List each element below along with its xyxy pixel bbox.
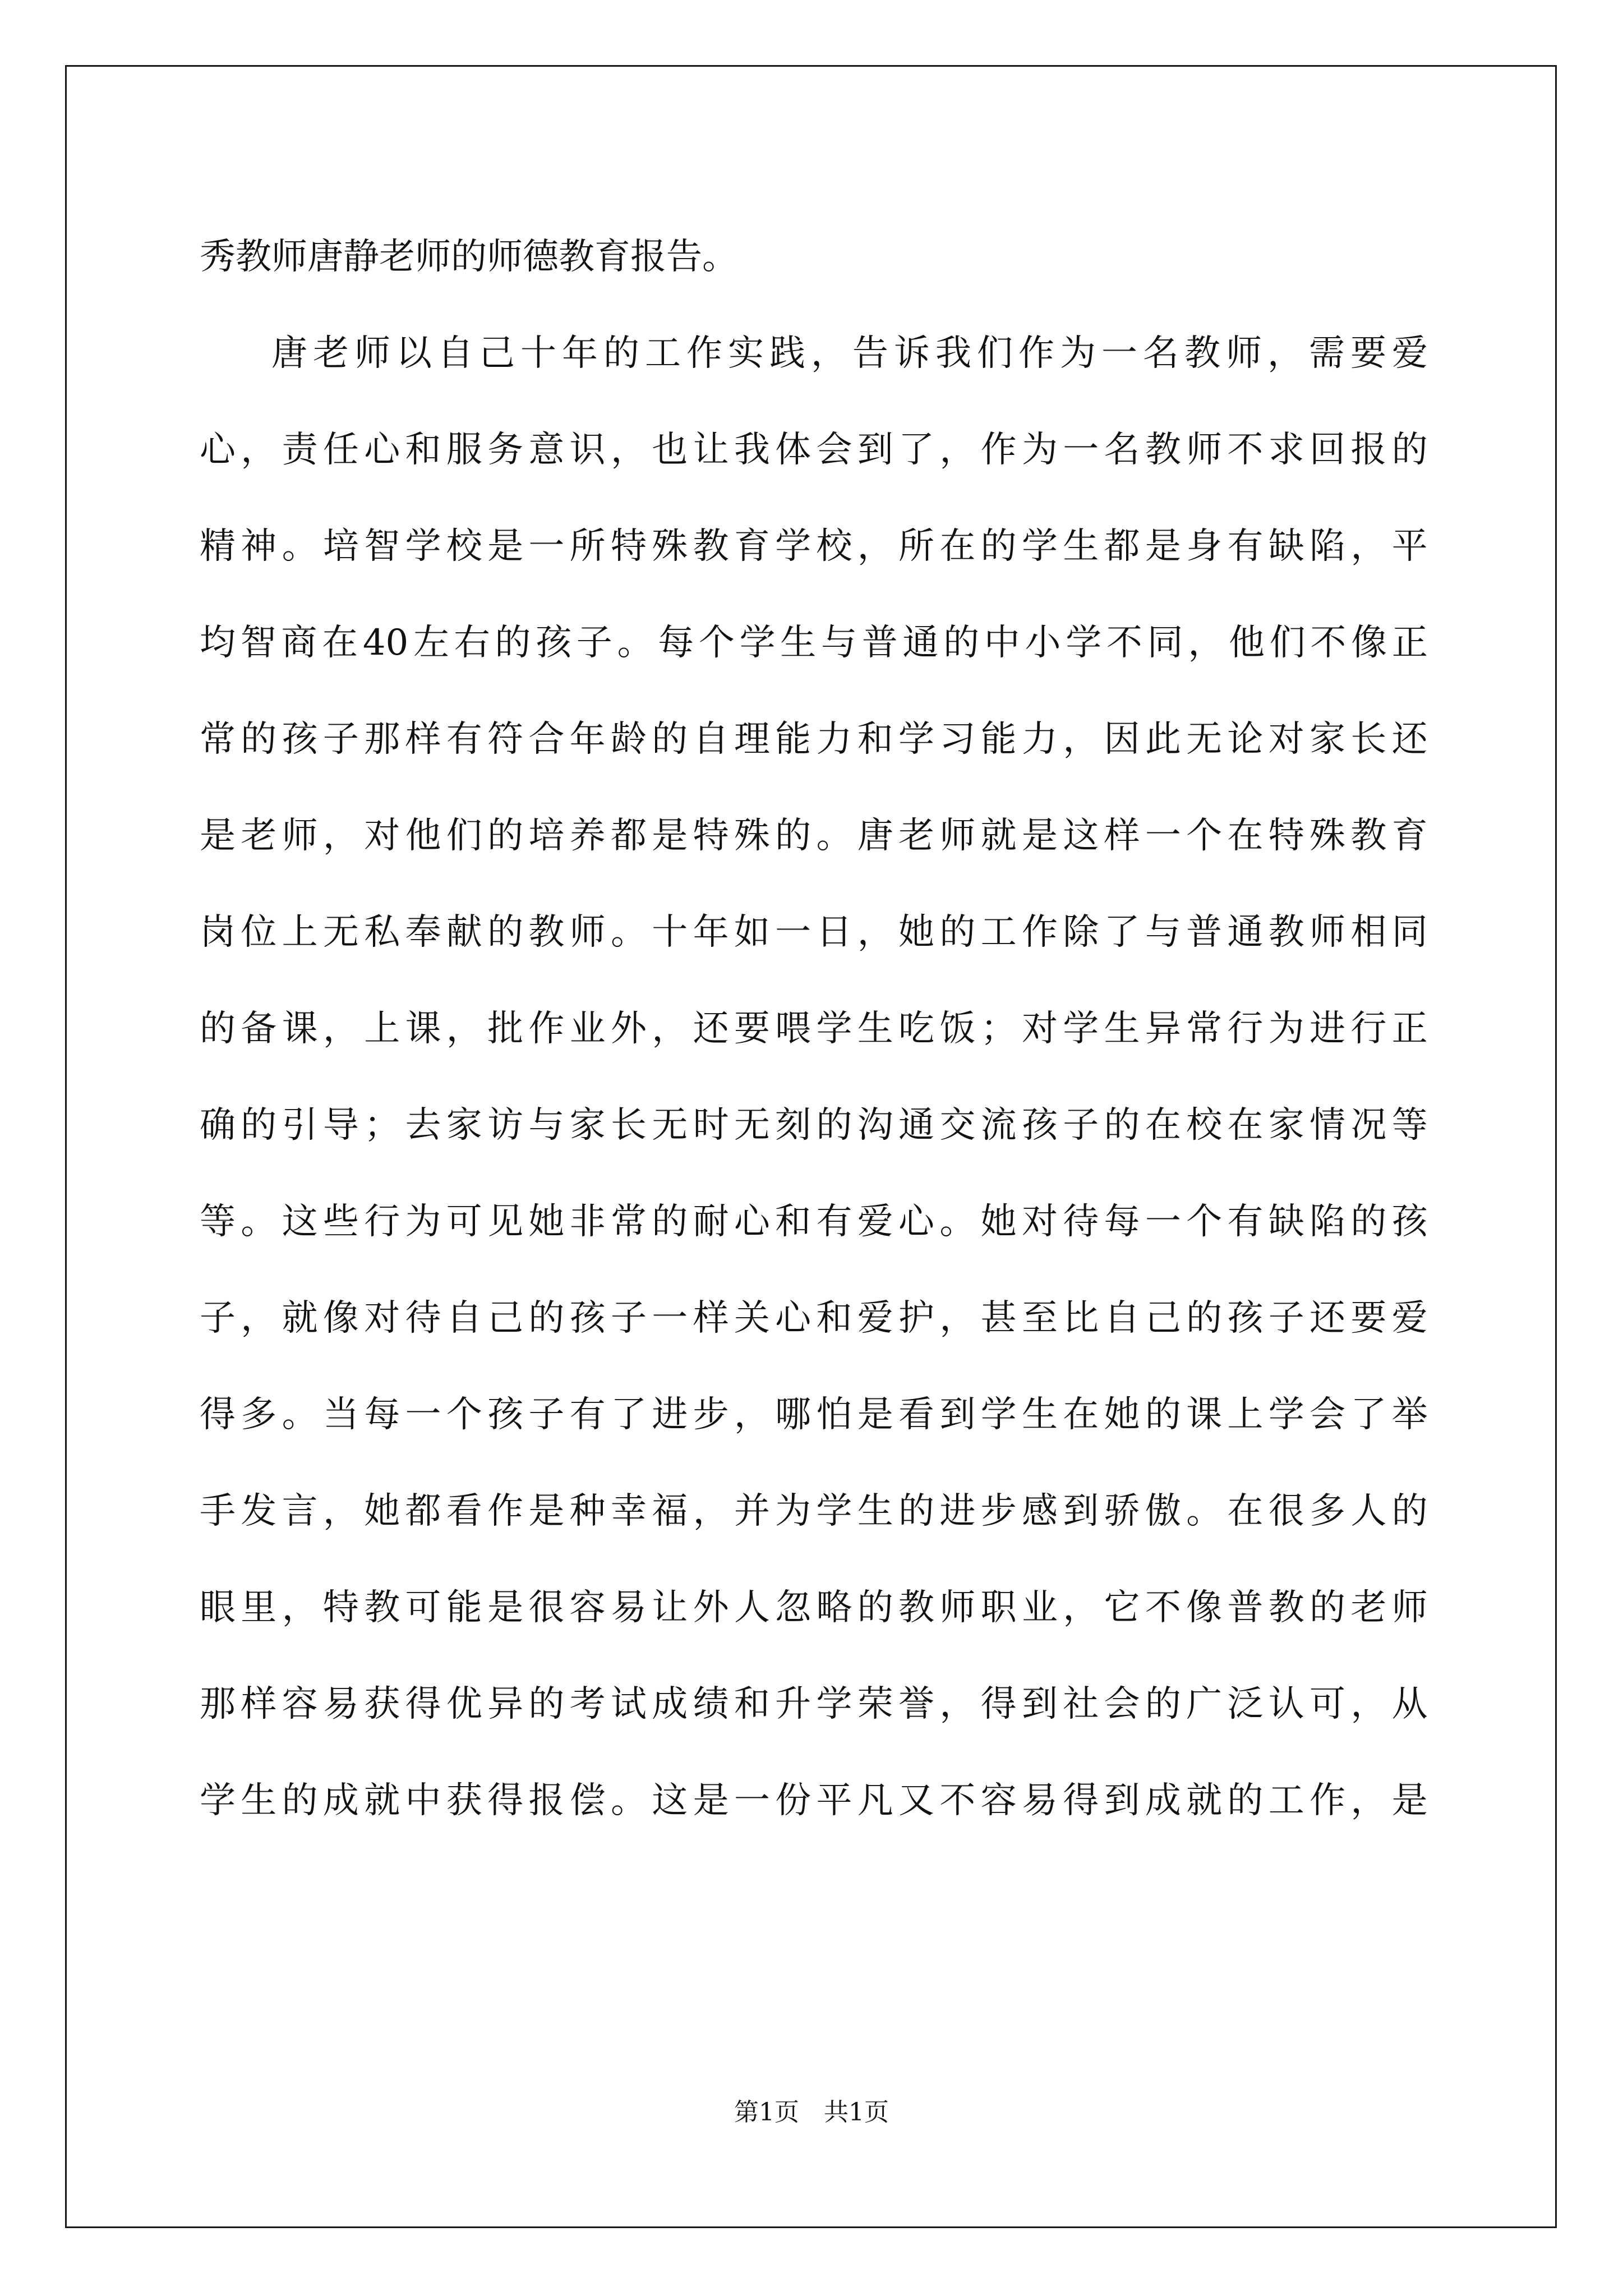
text-line: 精 神 。 培 智 学 校 是 一 所 特 殊 教 育 学 校 ， 所 在 的 学 生 都 是 身 有 缺 陷 ， 平 — [200, 526, 1428, 567]
text-line: 确 的 引 导 ； 去 家 访 与 家 长 无 时 无 刻 的 沟 通 交 流 孩 子 的 在 校 在 家 情 况 等 — [200, 1105, 1428, 1146]
text-line: 的 备 课 ， 上 课 ， 批 作 业 外 ， 还 要 喂 学 生 吃 饭 ； 对 学 生 异 常 行 为 进 行 正 — [200, 1008, 1428, 1050]
text-line: 得 多 。 当 每 一 个 孩 子 有 了 进 步 ， 哪 怕 是 看 到 学 生 在 她 的 课 上 学 会 了 举 — [200, 1394, 1428, 1435]
text-line: 手 发 言 ， 她 都 看 作 是 种 幸 福 ， 并 为 学 生 的 进 步 感 到 骄 傲 。 在 很 多 人 的 — [200, 1490, 1428, 1532]
text-line: 均 智 商 在 40 左 右 的 孩 子 。 每 个 学 生 与 普 通 的 中 小 学 不 同 ， 他 们 不 像 正 — [200, 622, 1428, 664]
text-line: 心 ， 责 任 心 和 服 务 意 识 ， 也 让 我 体 会 到 了 ， 作 为 一 名 教 师 不 求 回 报 的 — [200, 429, 1428, 471]
text-line: 等 。 这 些 行 为 可 见 她 非 常 的 耐 心 和 有 爱 心 。 她 对 待 每 一 个 有 缺 陷 的 孩 — [200, 1201, 1428, 1243]
page-footer: 第1页 共1页 — [734, 2098, 889, 2127]
text-line: 是 老 师 ， 对 他 们 的 培 养 都 是 特 殊 的 。 唐 老 师 就 是 这 样 一 个 在 特 殊 教 育 — [200, 815, 1428, 857]
text-line: 常 的 孩 子 那 样 有 符 合 年 龄 的 自 理 能 力 和 学 习 能 力 ， 因 此 无 论 对 家 长 还 — [200, 719, 1428, 760]
text-line: 岗 位 上 无 私 奉 献 的 教 师 。 十 年 如 一 日 ， 她 的 工 作 除 了 与 普 通 教 师 相 同 — [200, 912, 1428, 953]
text-line: 唐 老 师 以 自 己 十 年 的 工 作 实 践 ， 告 诉 我 们 作 为 一 名 教 师 ， 需 要 爱 — [271, 333, 1428, 374]
text-line: 眼 里 ， 特 教 可 能 是 很 容 易 让 外 人 忽 略 的 教 师 职 业 ， 它 不 像 普 教 的 老 师 — [200, 1587, 1428, 1628]
document-body — [200, 209, 1428, 1849]
text-line: 学 生 的 成 就 中 获 得 报 偿 。 这 是 一 份 平 凡 又 不 容 易 得 到 成 就 的 工 作 ， 是 — [200, 1780, 1428, 1821]
text-line: 那 样 容 易 获 得 优 异 的 考 试 成 绩 和 升 学 荣 誉 ， 得 到 社 会 的 广 泛 认 可 ， 从 — [200, 1683, 1428, 1725]
text-line: 秀 教 师 唐 静 老 师 的 师 德 教 育 报 告 。 — [200, 236, 738, 278]
text-line: 子 ， 就 像 对 待 自 己 的 孩 子 一 样 关 心 和 爱 护 ， 甚 至 比 自 己 的 孩 子 还 要 爱 — [200, 1297, 1428, 1339]
